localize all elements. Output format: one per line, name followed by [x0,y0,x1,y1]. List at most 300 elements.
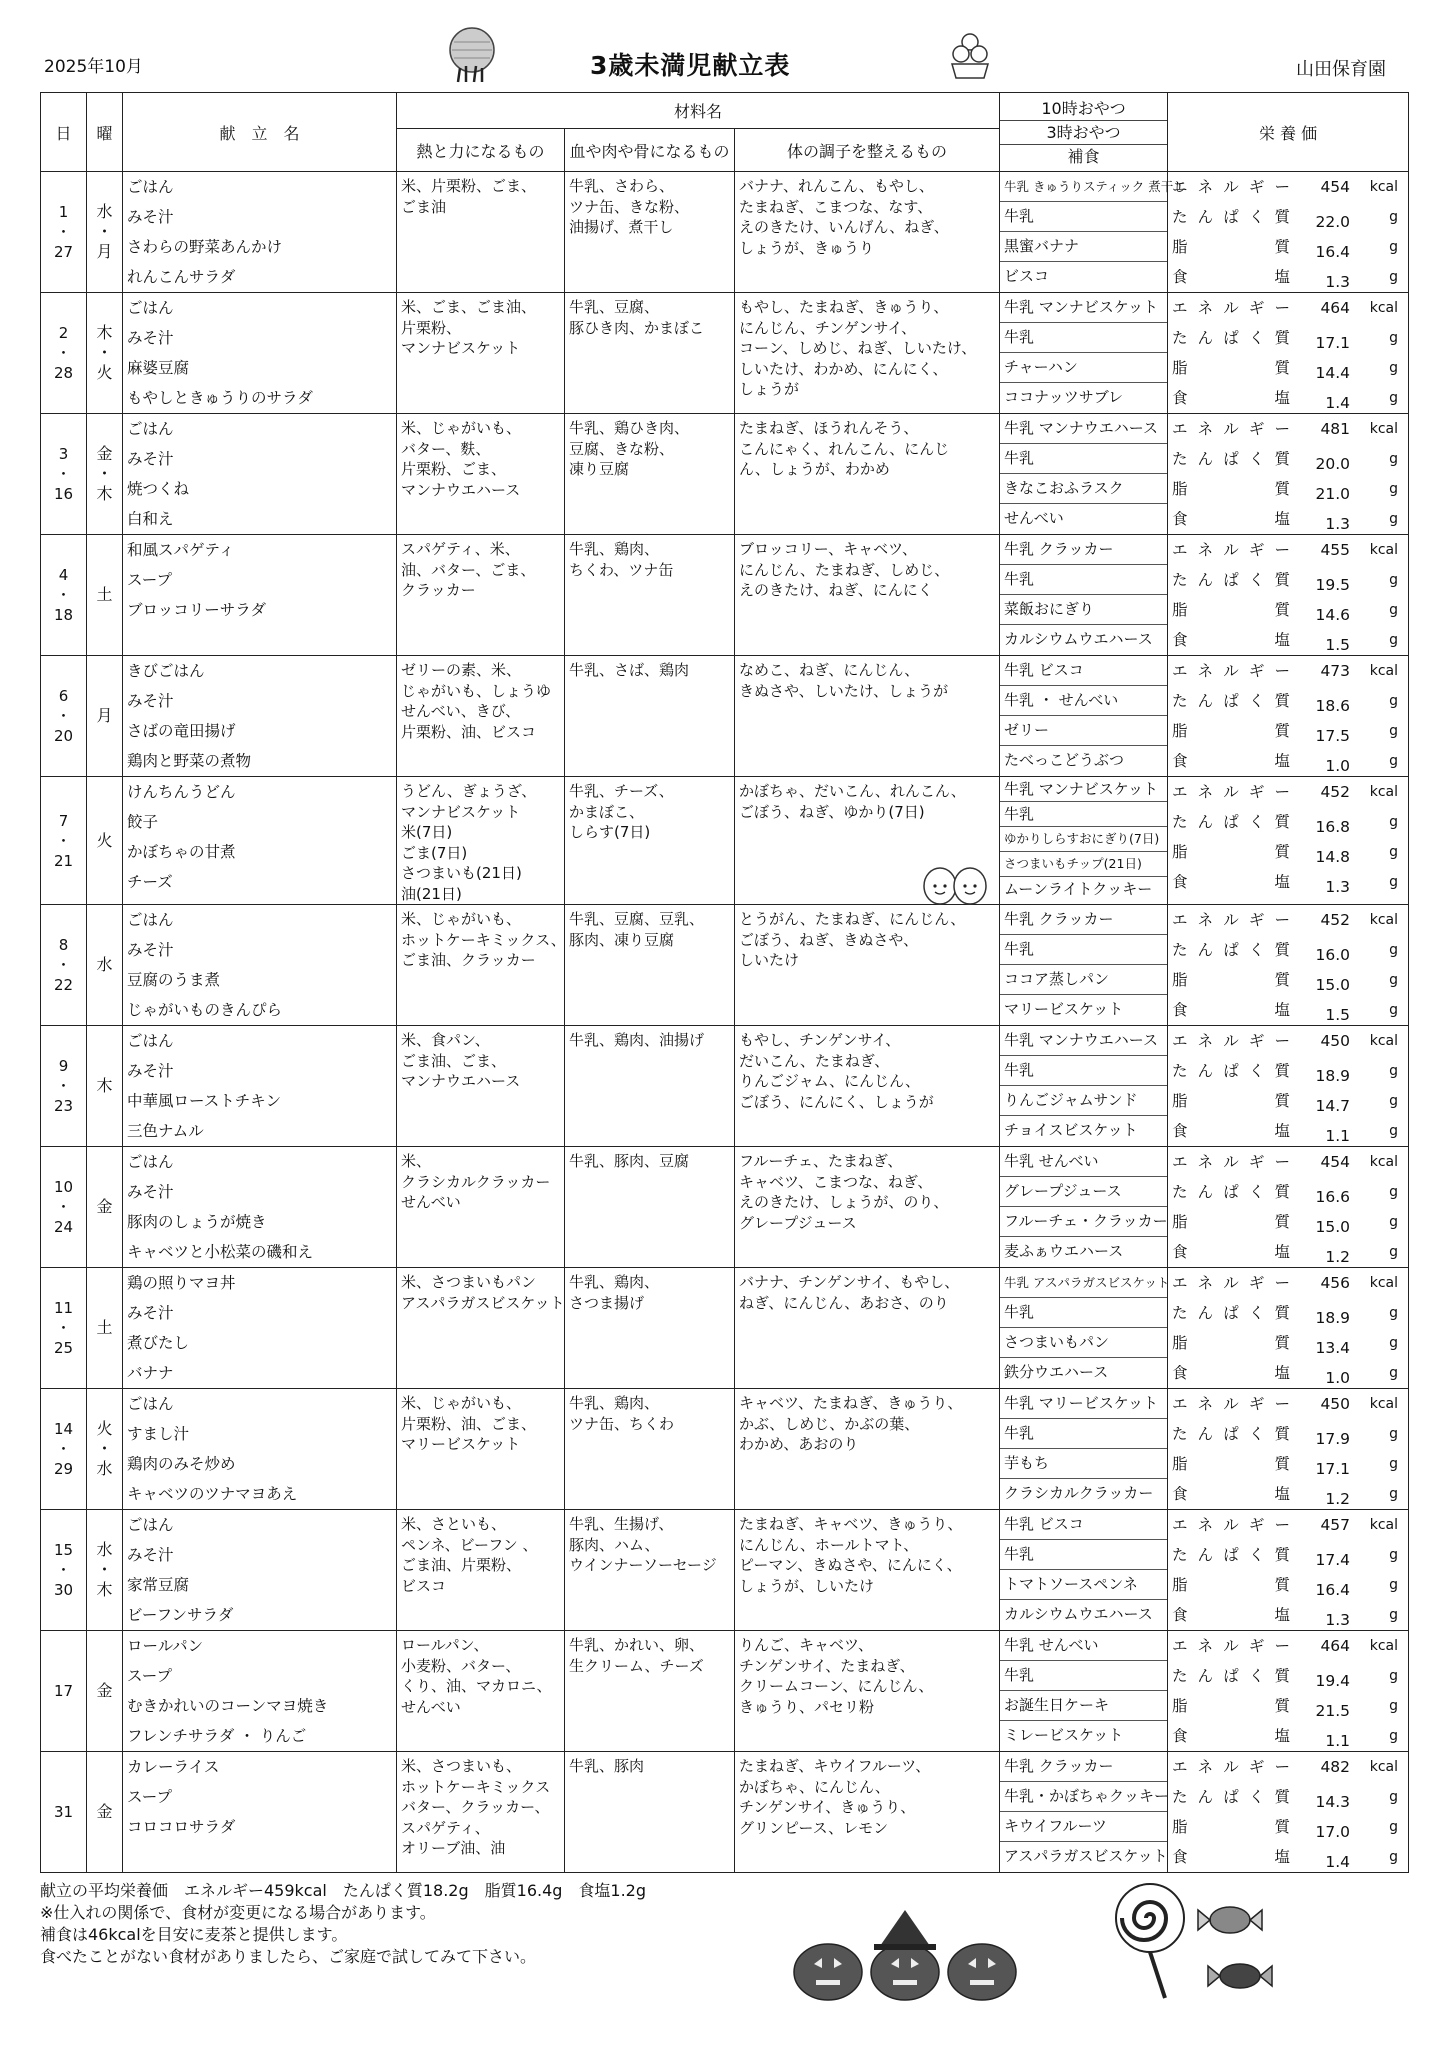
date-part: 18 [53,606,74,624]
fat-unit: g [1389,1819,1399,1835]
dango-icon [948,32,992,82]
ingredient-line: なめこ、ねぎ、にんじん、 [739,661,920,679]
menu-dishes [123,1389,397,1510]
nutrition-salt [1168,1479,1408,1509]
dish-name: きびごはん [127,662,205,680]
snack-item: 芋もち [1000,1449,1167,1479]
salt-value: 1.1 [1325,1127,1351,1145]
ingredient-line: りんごジャム、にんじん、 [739,1072,921,1090]
dish-name: バナナ [127,1364,174,1382]
salt-unit: g [1389,1002,1399,1018]
date-part: 7 [58,811,69,830]
nutrition-fat [1168,595,1408,625]
ingredient-line: にんじん、たまねぎ、しめじ、 [739,560,950,579]
day-dates [41,777,87,905]
energy-value: 456 [1320,1274,1351,1292]
snack-item: さつまいもパン [1000,1328,1167,1358]
snack-item: 牛乳 ・ せんべい [1000,686,1167,716]
dish-name: みそ汁 [127,1546,174,1564]
body-ingredients [735,1268,1000,1389]
salt-label: 食 塩 [1172,268,1291,286]
fat-value: 14.4 [1315,364,1351,382]
ingredient-line: 油(21日) [401,884,462,903]
weekday-part: 火 [96,363,113,382]
ingredient-line: たまねぎ、こまつな、なす、 [739,197,933,216]
protein-label: たんぱく質 [1172,692,1291,710]
nutrition-protein [1168,1177,1408,1207]
day-row [41,293,1409,414]
day-weekdays [87,905,123,1026]
ingredient-line: ごぼう、ねぎ、きぬさや、 [739,930,919,949]
nutrition-salt [1168,1116,1408,1146]
weekday-part: 土 [96,585,113,604]
nutrition-salt [1168,383,1408,413]
salt-value: 1.4 [1325,394,1351,412]
weekday-part: ・ [96,1560,113,1579]
energy-ingredients [397,1631,565,1752]
ingredient-line: 片栗粉、ごま、 [401,460,507,478]
body-ingredients [735,1026,1000,1147]
ingredient-line: 凍り豆腐 [569,460,630,478]
energy-label: エネルギー [1172,1032,1291,1050]
snack-item: ゼリー [1000,716,1167,746]
nutrition-salt [1168,867,1408,897]
fat-label: 脂 質 [1172,1213,1291,1231]
nutrition-protein [1168,565,1408,595]
nutrition-energy [1168,535,1408,565]
dish-name: かぼちゃの甘煮 [127,843,236,861]
protein-unit: g [1389,1547,1399,1563]
ingredient-line: バター、クラッカー、 [401,1798,550,1816]
menu-dishes [123,905,397,1026]
snack-item: 牛乳 クラッカー [1000,1752,1167,1782]
energy-ingredients-list [397,1147,564,1213]
snack-item: カルシウムウエハース [1004,1605,1153,1623]
date-part: ・ [55,1198,71,1216]
energy-unit: kcal [1369,912,1399,928]
snack-item: チョイスビスケット [1004,1121,1138,1139]
weekday-part: 水 [96,1540,113,1559]
energy-unit: kcal [1369,1638,1399,1654]
fat-label: 脂 質 [1172,1455,1291,1473]
day-dates [41,172,87,293]
dish-name: 白和え [127,510,174,528]
date-part: 16 [53,485,74,503]
day-row [41,1631,1409,1752]
nutrition-salt [1168,1842,1408,1872]
fat-label: 脂 質 [1172,1092,1291,1110]
salt-unit: g [1389,269,1399,285]
dish-name: みそ汁 [127,1304,174,1322]
energy-ingredients-list [397,1026,564,1092]
snack-item: キウイフルーツ [1000,1812,1167,1842]
energy-unit: kcal [1369,1033,1399,1049]
ingredient-line: スパゲティ、米、 [401,540,520,558]
menu-dishes [123,1147,397,1268]
weekday-part: 土 [96,1318,113,1337]
date-part: ・ [55,707,71,725]
blood-ingredients [565,656,735,777]
ingredient-line: チンゲンサイ、たまねぎ、 [739,1656,915,1675]
snack-item: 鉄分ウエハース [1004,1363,1109,1381]
col-energy-group: 熱と力になるもの [397,129,565,172]
footer-notes [40,1880,646,1968]
energy-ingredients [397,172,565,293]
energy-label: エネルギー [1172,541,1291,559]
ingredient-line: にんじん、ホールトマト、 [739,1535,919,1554]
fat-unit: g [1389,1335,1399,1351]
energy-label: エネルギー [1172,178,1291,196]
snack-item: さつまいもチップ(21日) [1000,852,1167,877]
dish-name: みそ汁 [127,1062,174,1080]
ingredient-line: ちくわ、ツナ缶 [569,560,674,579]
fat-unit: g [1389,723,1399,739]
date-part: 9 [58,1057,69,1075]
snack-item: 牛乳 アスパラガスビスケット [1000,1268,1167,1298]
date-part: ・ [55,1077,71,1095]
day-dates [41,1268,87,1389]
nutrition-protein [1168,807,1408,837]
nutrition-values [1168,656,1409,777]
snack-item: 牛乳 マンナビスケット [1000,777,1167,802]
ingredient-line: ごま油 [401,197,447,216]
snack-item: 牛乳 [1000,1056,1167,1086]
snack-item: ココア蒸しパン [1000,965,1167,995]
fat-label: 脂 質 [1172,1818,1291,1836]
menu-dishes [123,1752,397,1873]
ingredient-line: しいたけ、わかめ、にんにく、 [739,359,948,378]
salt-value: 1.3 [1325,273,1351,291]
nutrition-fat [1168,474,1408,504]
nutrition-salt [1168,746,1408,776]
salt-label: 食 塩 [1172,389,1291,407]
dish-name: ビーフンサラダ [127,1606,234,1624]
protein-label: たんぱく質 [1172,1425,1291,1443]
salt-label: 食 塩 [1172,1485,1291,1503]
salt-label: 食 塩 [1172,752,1291,770]
nutrition-salt [1168,504,1408,534]
date-part: 21 [53,851,74,870]
salt-value: 1.4 [1325,1853,1351,1871]
dish-name: むきかれいのコーンマヨ焼き [127,1697,329,1715]
ingredient-line: 牛乳、豆腐、 [569,298,660,316]
date-part: ・ [55,344,71,362]
date-part: 30 [53,1581,74,1599]
ingredient-line: 豚肉、凍り豆腐 [569,930,675,949]
body-ingredients [735,293,1000,414]
fat-label: 脂 質 [1172,601,1291,619]
ingredient-line: 米、じゃがいも、 [401,910,522,928]
blood-ingredients-list [565,777,734,843]
fat-unit: g [1389,360,1399,376]
day-weekdays [87,1752,123,1873]
weekday-part: 木 [96,1580,113,1599]
snack-list [1000,656,1168,777]
salt-unit: g [1389,1365,1399,1381]
menu-dishes [123,1268,397,1389]
nutrition-energy [1168,414,1408,444]
energy-ingredients-list [397,414,564,500]
ingredient-line: グリンピース、レモン [739,1818,889,1837]
nutrition-values [1168,1147,1409,1268]
salt-label: 食 塩 [1172,873,1291,891]
ingredient-line: せんべい [401,1697,461,1716]
blood-ingredients-list [565,1147,734,1172]
energy-ingredients-list [397,293,564,359]
ingredient-line: 牛乳、鶏ひき肉、 [569,419,690,437]
ingredient-line: キャベツ、たまねぎ、きゅうり、 [739,1394,963,1412]
ingredient-line: 豚ひき肉、かまぼこ [569,318,705,337]
dish-name: みそ汁 [127,329,174,347]
energy-ingredients [397,293,565,414]
ingredient-line: キャベツ、こまつな、ねぎ、 [739,1172,933,1191]
fat-value: 14.7 [1315,1097,1351,1115]
energy-ingredients [397,905,565,1026]
day-weekdays [87,1389,123,1510]
date-part: ・ [55,1319,71,1337]
ingredient-line: ごま油、片栗粉、 [401,1556,522,1574]
nutrition-energy [1168,1268,1408,1298]
protein-value: 18.6 [1315,697,1351,715]
nutrition-fat [1168,232,1408,262]
snack-item: グレープジュース [1000,1177,1167,1207]
protein-unit: g [1389,330,1399,346]
menu-dishes [123,1026,397,1147]
date-part: 6 [58,687,69,705]
energy-label: エネルギー [1172,1395,1291,1413]
blood-ingredients [565,1026,735,1147]
ingredient-line: ピーマン、きぬさや、にんにく、 [739,1556,962,1574]
dish-name: ごはん [127,911,174,929]
salt-unit: g [1389,390,1399,406]
ingredient-line: とうがん、たまねぎ、にんじん、 [739,910,966,928]
energy-ingredients [397,1268,565,1389]
snack-item: きなこおふラスク [1000,474,1167,504]
date-part: ・ [55,1440,71,1458]
snack-item: ムーンライトクッキー [1004,880,1153,898]
snack-item: マリービスケット [1004,1000,1124,1018]
snack-calorie-note: 補食は46kcalを目安に麦茶と提供します。 [40,1925,348,1944]
ingredient-line: しょうが [739,380,800,398]
ingredient-line: にんじん、チンゲンサイ、 [739,318,917,337]
dish-name: ロールパン [127,1637,204,1655]
snack-item: 牛乳 せんべい [1000,1631,1167,1661]
blood-ingredients-list [565,293,734,338]
ingredient-line: スパゲティ、 [401,1818,490,1837]
fat-label: 脂 質 [1172,238,1291,256]
energy-ingredients-list [397,535,564,601]
snack-10-label: 10時おやつ [1000,97,1167,121]
energy-label: エネルギー [1172,783,1291,801]
nutrition-salt [1168,262,1408,292]
body-ingredients [735,414,1000,535]
nutrition-values [1168,535,1409,656]
day-weekdays [87,414,123,535]
ingredient-line: オリーブ油、油 [401,1839,506,1857]
protein-label: たんぱく質 [1172,450,1291,468]
ingredient-line: ごま油、ごま、 [401,1051,507,1070]
energy-ingredients [397,535,565,656]
energy-unit: kcal [1369,1759,1399,1775]
day-row [41,172,1409,293]
energy-value: 450 [1320,1395,1351,1413]
nutrition-fat [1168,1328,1408,1358]
day-dates [41,1510,87,1631]
salt-value: 1.5 [1325,1006,1351,1024]
nutrition-values [1168,1026,1409,1147]
protein-label: たんぱく質 [1172,813,1291,831]
ingredient-line: ブロッコリー、キャベツ、 [739,540,918,558]
energy-unit: kcal [1369,421,1399,437]
fat-value: 14.6 [1315,606,1351,624]
weekday-part: 金 [96,1681,113,1700]
sweet-potato-illustration [920,862,990,906]
nutrition-values [1168,172,1409,293]
day-dates [41,414,87,535]
date-part: 27 [53,243,74,261]
dish-name: 三色ナムル [127,1122,204,1140]
dish-name: さわらの野菜あんかけ [127,238,283,256]
ingredient-line: しいたけ [739,951,800,969]
energy-value: 464 [1320,299,1351,317]
weekday-part: ・ [96,1439,113,1458]
snack-item: クラシカルクラッカー [1004,1484,1154,1502]
date-part: 28 [53,364,74,382]
energy-value: 454 [1320,1153,1351,1171]
fat-unit: g [1389,239,1399,255]
nutrition-fat [1168,1086,1408,1116]
energy-unit: kcal [1369,1517,1399,1533]
energy-value: 473 [1320,662,1351,680]
snack-list [1000,1752,1168,1873]
body-ingredients-list [735,1389,999,1455]
body-ingredients-list [735,172,999,258]
fat-unit: g [1389,1698,1399,1714]
snack-item: 牛乳 クラッカー [1000,535,1167,565]
energy-unit: kcal [1369,784,1399,800]
energy-value: 481 [1320,420,1351,438]
dish-name: 鶏肉のみそ炒め [127,1455,236,1473]
ingredient-line: 豚肉、ハム、 [569,1535,660,1554]
blood-ingredients [565,1752,735,1873]
ingredient-line: きぬさや、しいたけ、しょうが [739,681,949,700]
fat-unit: g [1389,1577,1399,1593]
snack-item: 牛乳 [1000,323,1167,353]
salt-unit: g [1389,1728,1399,1744]
dish-name: キャベツと小松菜の磯和え [127,1243,314,1261]
energy-value: 482 [1320,1758,1351,1776]
fat-unit: g [1389,1214,1399,1230]
snack-list [1000,1389,1168,1510]
moon-grass-illustration [432,26,512,84]
day-dates [41,535,87,656]
day-row [41,905,1409,1026]
ingredient-line: アスパラガスビスケット [401,1293,565,1312]
ingredient-line: 片栗粉、油、ビスコ [401,722,537,741]
body-ingredients [735,172,1000,293]
date-part: ・ [55,1561,71,1579]
protein-value: 19.4 [1315,1672,1351,1690]
ingredient-line: ツナ缶、きな粉、 [569,197,690,216]
snack-item: お誕生日ケーキ [1000,1691,1167,1721]
snack-3-label: 3時おやつ [1000,121,1167,145]
snack-item: 黒蜜バナナ [1000,232,1167,262]
snack-list [1000,293,1168,414]
ingredient-line: もやし、チンゲンサイ、 [739,1031,901,1049]
ingredient-line: コーン、しめじ、ねぎ、しいたけ、 [739,339,977,357]
dish-name: チーズ [127,873,173,891]
day-row [41,414,1409,535]
ingredient-line: 牛乳、豚肉 [569,1757,645,1775]
weekday-part: 水 [96,955,113,974]
ingredient-line: 片栗粉、油、ごま、 [401,1414,537,1433]
body-ingredients [735,535,1000,656]
ingredient-line: えのきたけ、しょうが、のり、 [739,1193,949,1211]
home-trial-note: 食べたことがない食材がありましたら、ご家庭で試してみて下さい。 [40,1947,537,1966]
salt-value: 1.2 [1325,1490,1351,1508]
col-dow-header: 曜 [87,93,123,172]
menu-dishes [123,293,397,414]
school-name: 山田保育園 [1296,59,1386,80]
snack-list [1000,905,1168,1026]
body-ingredients-list [735,1752,999,1838]
snack-list [1000,535,1168,656]
energy-unit: kcal [1369,1396,1399,1412]
date-part: ・ [55,586,71,604]
energy-label: エネルギー [1172,662,1291,680]
salt-unit: g [1389,1244,1399,1260]
energy-ingredients [397,414,565,535]
body-ingredients-list [735,293,999,400]
protein-value: 22.0 [1315,213,1351,231]
weekday-part: 月 [96,242,113,261]
day-dates [41,656,87,777]
ingredient-line: グレープジュース [739,1213,857,1232]
energy-label: エネルギー [1172,1274,1291,1292]
ingredient-line: たまねぎ、ほうれんそう、 [739,419,919,437]
fat-label: 脂 質 [1172,359,1291,377]
energy-unit: kcal [1369,300,1399,316]
ingredient-line: クリームコーン、にんじん、 [739,1677,934,1695]
energy-ingredients [397,1389,565,1510]
snack-list [1000,172,1186,293]
nutrition-salt [1168,1600,1408,1630]
nutrition-energy [1168,1147,1408,1177]
day-row [41,1147,1409,1268]
ingredient-line: 牛乳、鶏肉、 [569,1273,660,1291]
day-weekdays [87,777,123,905]
menu-dishes [123,172,397,293]
date-part: 4 [58,566,69,584]
weekday-part: 金 [96,444,113,463]
snack-item: 牛乳 マリービスケット [1000,1389,1167,1419]
col-snack-header [1000,93,1168,172]
fat-value: 16.4 [1315,243,1351,261]
salt-value: 1.5 [1325,636,1351,654]
ingredient-line: 小麦粉、バター、 [401,1656,521,1675]
ingredient-line: もやし、たまねぎ、きゅうり、 [739,298,949,316]
salt-label: 食 塩 [1172,1848,1291,1866]
fat-unit: g [1389,602,1399,618]
blood-ingredients [565,293,735,414]
protein-label: たんぱく質 [1172,1546,1291,1564]
dish-name: みそ汁 [127,1183,174,1201]
day-weekdays [87,1510,123,1631]
date-part: ・ [55,956,71,974]
weekday-part: ・ [96,343,113,362]
energy-value: 457 [1320,1516,1351,1534]
energy-label: エネルギー [1172,420,1291,438]
